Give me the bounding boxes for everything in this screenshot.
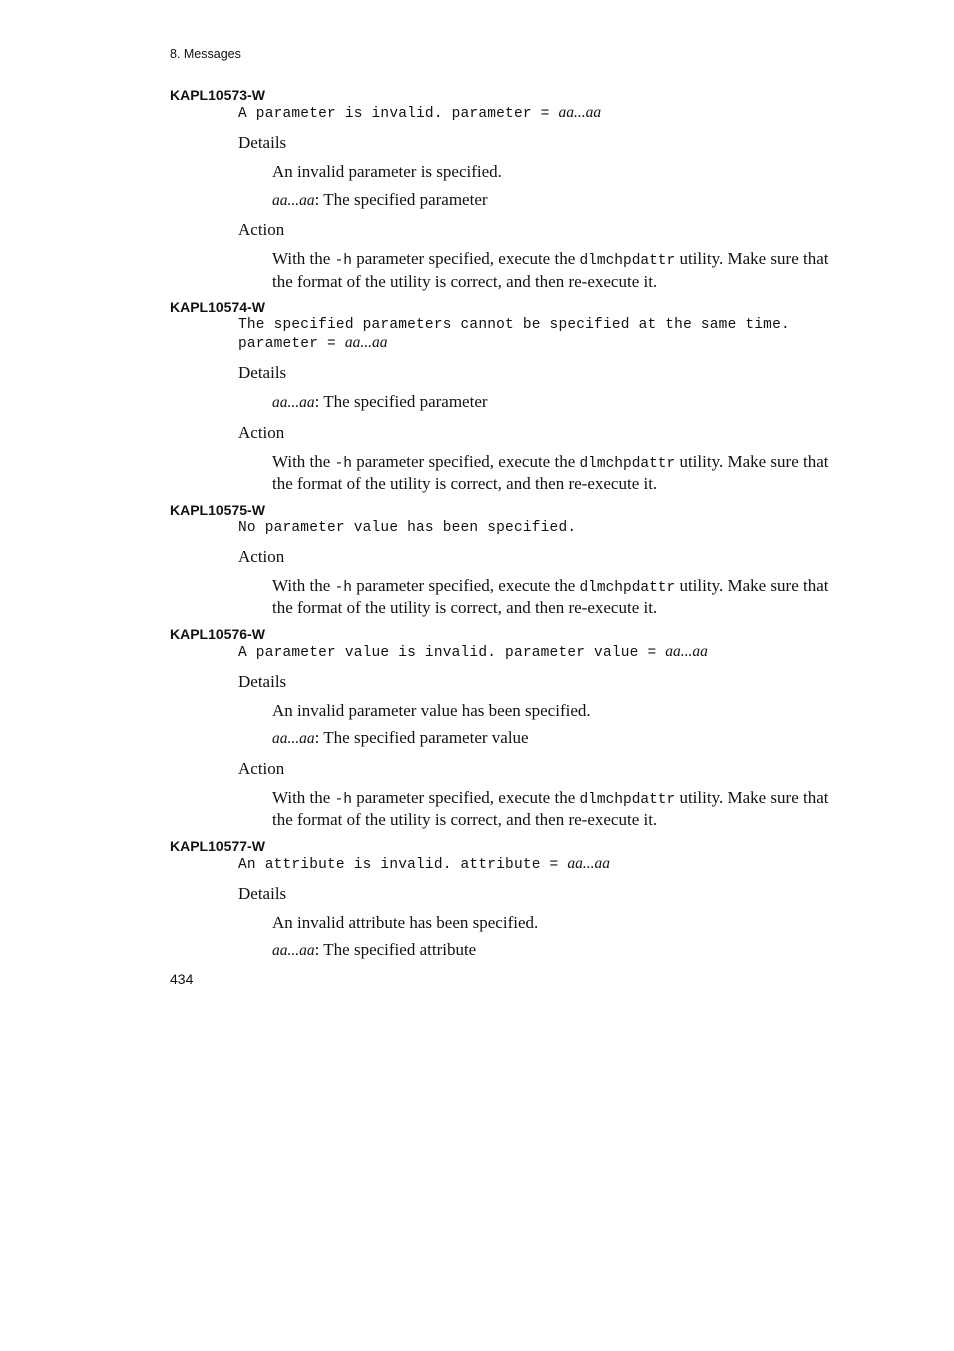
message-id: KAPL10574-W <box>170 299 265 315</box>
page-number: 434 <box>170 971 194 987</box>
variable-description: aa...aa: The specified parameter value <box>272 728 529 747</box>
message-id: KAPL10576-W <box>170 625 265 642</box>
action-text: With the -h parameter specified, execute the dlmchpdattr utility. Make sure that the format of the utility is correct, and then re-execute it. <box>272 787 829 829</box>
message-entry <box>170 837 834 961</box>
message-text: A parameter is invalid. parameter = aa...aa <box>238 104 602 122</box>
running-header: 8. Messages <box>170 47 241 61</box>
message-list <box>170 86 834 968</box>
action-label: Action <box>238 758 285 778</box>
variable-description: aa...aa: The specified parameter <box>272 392 488 411</box>
message-entry <box>170 86 834 291</box>
message-text: The specified parameters cannot be specified at the same time. parameter = aa...aa <box>238 317 790 352</box>
message-text: A parameter value is invalid. parameter value = aa...aa <box>238 642 708 661</box>
message-variable: aa...aa <box>665 642 708 660</box>
details-label: Details <box>238 363 287 382</box>
action-text: With the -h parameter specified, execute the dlmchpdattr utility. Make sure that the format of the utility is correct, and then re-execute it. <box>272 575 829 617</box>
details-label: Details <box>238 671 287 691</box>
action-text: With the -h parameter specified, execute the dlmchpdattr utility. Make sure that the format of the utility is correct, and then re-execute it. <box>272 249 829 291</box>
message-entry <box>170 625 834 830</box>
message-text: An attribute is invalid. attribute = aa...aa <box>238 854 610 873</box>
variable-description: aa...aa: The specified attribute <box>272 940 477 959</box>
details-text: An invalid attribute has been specified. <box>272 912 539 932</box>
message-variable: aa...aa <box>567 854 610 872</box>
details-text: An invalid parameter value has been specified. <box>272 700 591 720</box>
message-variable: aa...aa <box>558 104 602 121</box>
details-label: Details <box>238 133 287 152</box>
message-entry <box>170 501 834 618</box>
message-text: No parameter value has been specified. <box>238 519 577 536</box>
message-id: KAPL10573-W <box>170 87 265 103</box>
action-text: With the -h parameter specified, execute the dlmchpdattr utility. Make sure that the format of the utility is correct, and then re-execute it. <box>272 451 829 493</box>
action-label: Action <box>238 546 285 566</box>
details-text: An invalid parameter is specified. <box>272 162 502 181</box>
message-id: KAPL10577-W <box>170 837 265 854</box>
action-label: Action <box>238 422 285 442</box>
message-id: KAPL10575-W <box>170 501 265 518</box>
variable-description: aa...aa: The specified parameter <box>272 189 488 209</box>
message-entry <box>170 298 834 494</box>
message-variable: aa...aa <box>344 334 388 351</box>
action-label: Action <box>238 220 285 239</box>
details-label: Details <box>238 883 287 903</box>
